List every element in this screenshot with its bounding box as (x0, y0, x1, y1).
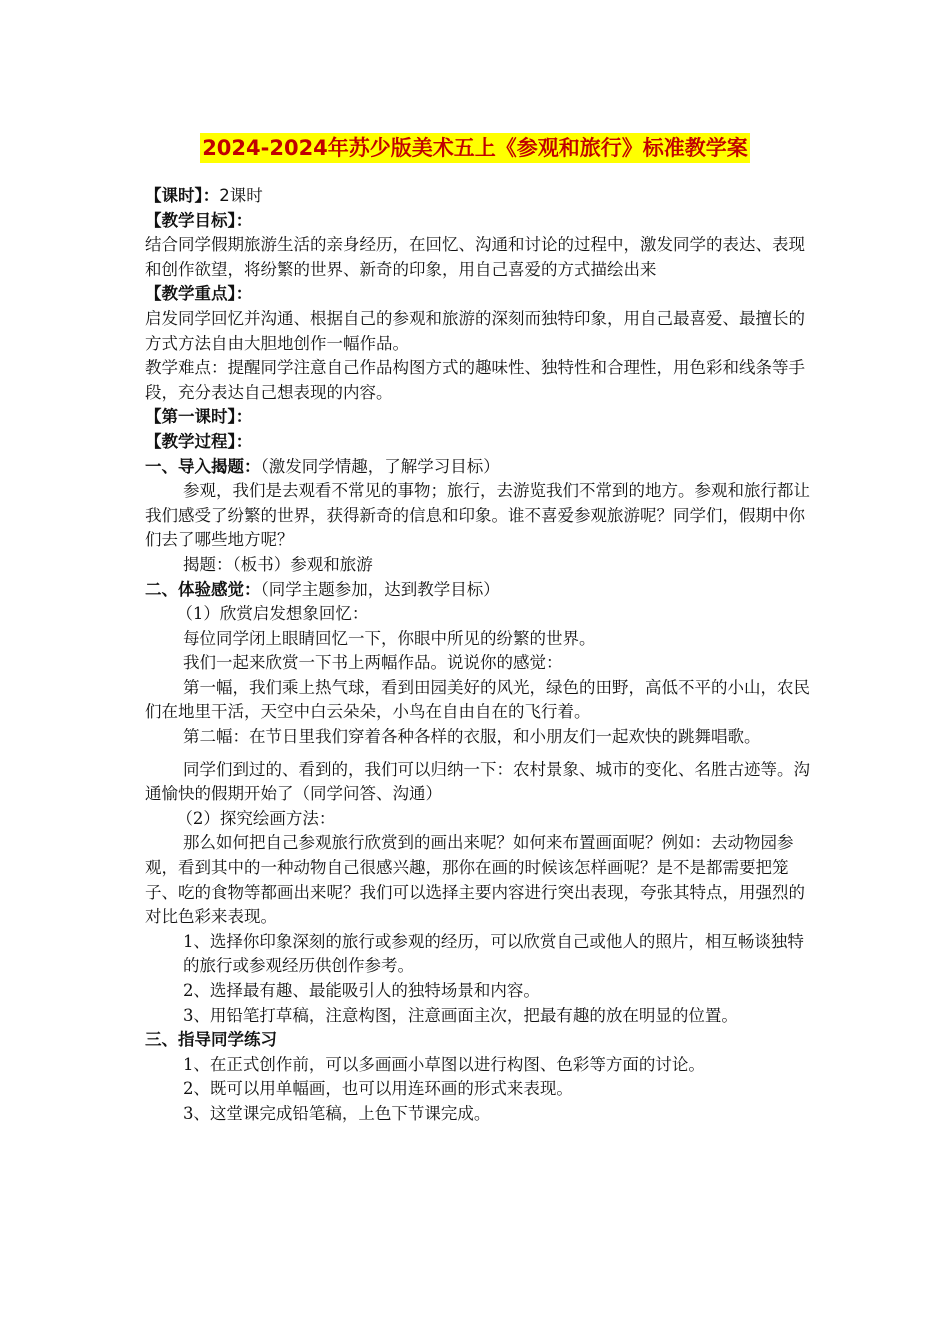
section2-list-item-2: 2、选择最有趣、最能吸引人的独特场景和内容。 (182, 981, 540, 1000)
first-lesson-label: 【第一课时】： (145, 407, 253, 427)
process-label: 【教学过程】： (145, 431, 253, 451)
objectives-text: 结合同学假期旅游生活的亲身经历，在回忆、沟通和讨论的过程中，激发同学的表达、表现和创作欲望，将纷繁的世界、新奇的印象，用自己喜爱的方式描绘出来 (145, 235, 805, 279)
section2-list-item-1: 1、选择你印象深刻的旅行或参观的经历，可以欣赏自己或他人的照片，相互畅谈独特的旅行或参观经历供创作参考。 (182, 931, 804, 976)
section2-list-item-3: 3、用铅笔打草稿，注意构图，注意画面主次，把最有趣的放在明显的位置。 (182, 1005, 738, 1025)
section1-reveal: 揭题：（板书）参观和旅游 (182, 554, 373, 574)
key-points-text: 启发同学回忆并沟通、根据自己的参观和旅游的深刻而独特印象，用自己最喜爱、最擅长的方式方法自由大胆地创作一幅作品。 (145, 308, 805, 353)
title-container (0, 133, 950, 163)
section2-paragraph-1: 每位同学闭上眼睛回忆一下，你眼中所见的纷繁的世界。 (182, 628, 596, 648)
section2-paragraph-4: 第二幅：在节日里我们穿着各种各样的衣服，和小朋友们一起欢快的跳舞唱歌。 (182, 727, 761, 747)
section1-paragraph: 参观，我们是去观看不常见的事物；旅行，去游览我们不常到的地方。参观和旅行都让我们感受了纷繁的世界，获得新奇的信息和印象。谁不喜爱参观旅游呢？同学们，假期中你们去了哪些地方呢？ (145, 481, 810, 550)
section2-paragraph-3: 第一幅，我们乘上热气球，看到田园美好的风光，绿色的田野，高低不平的小山，农民们在地里干活，天空中白云朵朵，小鸟在自由自在的飞行着。 (145, 677, 810, 722)
objectives-label: 【教学目标】： (145, 210, 253, 230)
section2-note: （同学主题参加，达到教学目标） (260, 579, 500, 599)
section1-note: （激发同学情趣，了解学习目标） (260, 456, 500, 476)
section2-sub2: （2）探究绘画方法： (176, 808, 336, 828)
section2-paragraph-6: 那么如何把自己参观旅行欣赏到的画出来呢？如何来布置画面呢？例如：去动物园参观，看到其中的一种动物自己很感兴趣，那你在画的时候该怎样画呢？是不是都需要把笼子、吃的食物等都画出来呢？我们可以选择主要内容进行突出表现，夸张其特点，用强烈的对比色彩来表现。 (145, 833, 805, 927)
section2-heading-line (145, 578, 810, 603)
section2-paragraph-2: 我们一起来欣赏一下书上两幅作品。说说你的感觉： (182, 653, 563, 673)
section2-heading: 二、体验感觉： (145, 579, 261, 599)
key-points-label: 【教学重点】： (145, 284, 253, 304)
section3-list-item-2: 2、既可以用单幅画，也可以用连环画的形式来表现。 (182, 1079, 573, 1099)
difficulty-text: 教学难点：提醒同学注意自己作品构图方式的趣味性、独特性和合理性，用色彩和线条等手段，充分表达自己想表现的内容。 (145, 358, 805, 402)
section3-list-item-1: 1、在正式创作前，可以多画画小草图以进行构图、色彩等方面的讨论。 (182, 1054, 705, 1074)
section1-heading-line (145, 455, 810, 480)
course-hours-line (145, 184, 810, 209)
section3-list-item-3: 3、这堂课完成铅笔稿，上色下节课完成。 (182, 1103, 491, 1123)
section2-paragraph-5: 同学们到过的、看到的，我们可以归纳一下：农村景象、城市的变化、名胜古迹等。沟通愉快的假期开始了（同学问答、沟通） (145, 759, 810, 804)
document-title: 2024-2024年苏少版美术五上《参观和旅行》标准教学案 (200, 133, 750, 163)
course-hours-value: 2课时 (219, 186, 263, 205)
document-body (145, 184, 810, 1127)
section3-heading: 三、指导同学练习 (145, 1030, 277, 1050)
course-hours-label: 【课时】： (145, 186, 220, 205)
section1-heading: 一、导入揭题： (145, 456, 261, 476)
section2-sub1: （1）欣赏启发想象回忆： (176, 604, 369, 624)
